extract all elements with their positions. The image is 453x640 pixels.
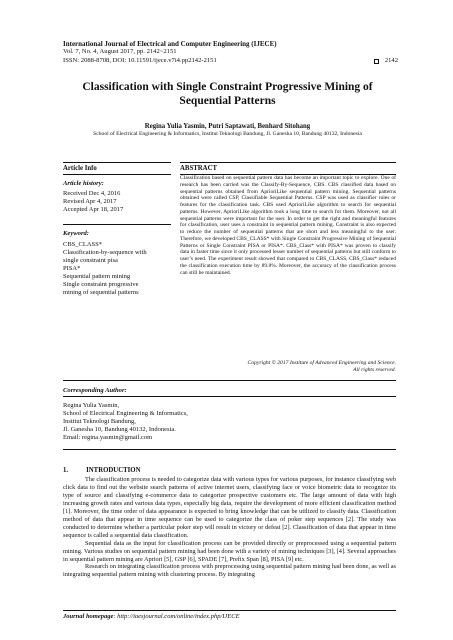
corresponding-school: School of Electrical Engineering & Informatics, (63, 410, 188, 417)
journal-issn: ISSN: 2088-8708, DOI: 10.11591/ijece.v7i4.pp2142-2151 (63, 56, 217, 64)
abstract-heading: ABSTRACT (180, 165, 218, 172)
keyword-item: CBS_CLASS* (63, 241, 103, 248)
journal-header (63, 40, 398, 65)
keyword-item: Single constraint progressive (63, 281, 139, 288)
authors: Regina Yulia Yasmin, Putri Saptawati, Benhard Sitohang (144, 123, 311, 130)
page-number: 2142 (384, 56, 398, 64)
footer-label: Journal homepage (63, 613, 114, 620)
rule-footer (63, 610, 396, 611)
article-info-heading: Article Info (63, 165, 97, 172)
history-heading: Article history: (63, 180, 104, 187)
rule-corresponding (63, 396, 396, 397)
corresponding-heading: Corresponding Author: (63, 387, 127, 394)
history-received: Received Dec 4, 2016 (63, 190, 121, 197)
history-accepted: Accepted Apr 18, 2017 (63, 206, 124, 213)
footer (63, 613, 396, 620)
keyword-item: PISA* (63, 265, 81, 272)
section-number: 1. (63, 467, 69, 474)
paper-title (60, 80, 395, 108)
abstract-text: Classification based on sequential pattern data has become an important topic to explore. One of research has been carried was the Classify-By-Sequence, CBS. CBS classified data based on sequential patterns obtained from AprioriLike sequential pattern mining. Sequential patterns obtained were called CSP, Classifiable Sequential Patterns. CSP was used as classifier rules or features for the classification task. CBS used AprioriLike algorithm to search for sequential patterns. However, AprioriLike algorithm took a long time to search for them. Moreover, not all sequential patterns were important for the user. In order to get the right and meaningful features for classification, user uses a constraint in sequential pattern mining. Constraint is also expected to reduce the number of sequential patterns that are short and less meaningful to the user. Therefore, we developed CBS_CLASS* with Single Constraint Progressive Mining of Sequential Patterns or Single Constraint PISA or PISA*. CBS_Class* with PISA* was proven to classify data in faster time since it only processed lesser number of sequential patterns but still conform to user’s need. The experiment result showed that compared to CBS_CLASS, CBS_Class* reduced the classification execution time by 89.8%. Moreover, the accuracy of the classification process can still be maintained. (180, 175, 396, 276)
history-revised: Revised Apr 4, 2017 (63, 198, 117, 205)
title-line-1: Classification with Single Constraint Progressive Mining of (82, 81, 373, 93)
keyword-list (63, 241, 147, 297)
introduction-heading (63, 467, 159, 474)
rule-keyword (63, 224, 171, 225)
keyword-heading: Keyword: (63, 230, 90, 237)
journal-volume: Vol. 7, No. 4, August 2017, pp. 2142~2151 (63, 48, 177, 56)
introduction-body (63, 476, 396, 579)
history-list (63, 190, 123, 214)
keyword-item: Sequential pattern mining (63, 273, 131, 280)
corresponding-address: Jl. Ganesha 10, Bandung 40132, Indonesia. (63, 426, 176, 433)
intro-paragraph: The classification process is needed to categorize data with various types for various purposes, for instance classifying web click data to find out the website search patterns of active internet users, classifying face or voice biometric data to recognize its type of source and classifying e-commerce data to categorize prospective customers etc. The large amount of data with high increasing growth rates and various data types, especially big data, require the development of more efficient classification method [1]. Moreover, the time order of data appearance is expected to bring knowledge that can be utilized to classify data. Classification method of data that appear in time sequence can be used to categorize the class of poker step sequences [2]. The study was conducted to determine whether a particular poker step will result in victory or defeat [2]. Classification of data that appear in time sequence is called a sequential data classification. (63, 476, 396, 539)
affiliation: School of Electrical Engineering & Informatics, Institut Teknologi Bandung, Jl. Ganesha 10, Bandung 40132, Indonesia (93, 131, 362, 137)
copyright (180, 360, 396, 374)
rule-article-info-top (63, 162, 171, 163)
rule-article-info-sub (63, 174, 171, 175)
footer-url[interactable]: : http://iaesjournal.com/online/index.php/IJECE (113, 613, 240, 620)
rule-abstract-bottom (63, 380, 396, 381)
copyright-line-1: Copyright © 2017 Institute of Advanced Engineering and Science. (247, 360, 396, 366)
copyright-line-2: All rights reserved. (353, 367, 396, 373)
keyword-item: Classification-by-sequence with (63, 249, 147, 256)
corresponding-institute: Institut Teknologi Bandung, (63, 418, 136, 425)
rule-abstract-top (180, 162, 396, 163)
intro-paragraph: Sequential data as the input for classification process can be provided directly or preprocessed using a sequential pattern mining. Various studies on sequential pattern mining had been done with a variety of mining techniques [3], [4]. Several approaches in sequential pattern mining are Apriori [5], GSP [6], SPADE [7], Prefix Span [8], PISA [9] etc. (63, 539, 396, 563)
corresponding-name: Regina Yulia Yasmin, (63, 402, 120, 409)
section-title: INTRODUCTION (86, 467, 141, 474)
rule-corresponding-bottom (63, 449, 396, 450)
corresponding-details (63, 402, 263, 442)
corresponding-email: Email: regina.yasmin@gmail.com (63, 434, 153, 441)
title-line-2: Sequential Patterns (179, 95, 276, 107)
journal-name: International Journal of Electrical and Computer Engineering (IJECE) (63, 40, 277, 48)
intro-paragraph: Research on integrating classification process with preprocessing using sequential pattern mining had been done, as well as integrating sequential pattern mining with clustering process. By integrating (63, 563, 396, 579)
square-icon (374, 59, 379, 64)
keyword-item: single constraint pisa (63, 257, 118, 264)
keyword-item: mining of sequential patterns (63, 289, 139, 296)
